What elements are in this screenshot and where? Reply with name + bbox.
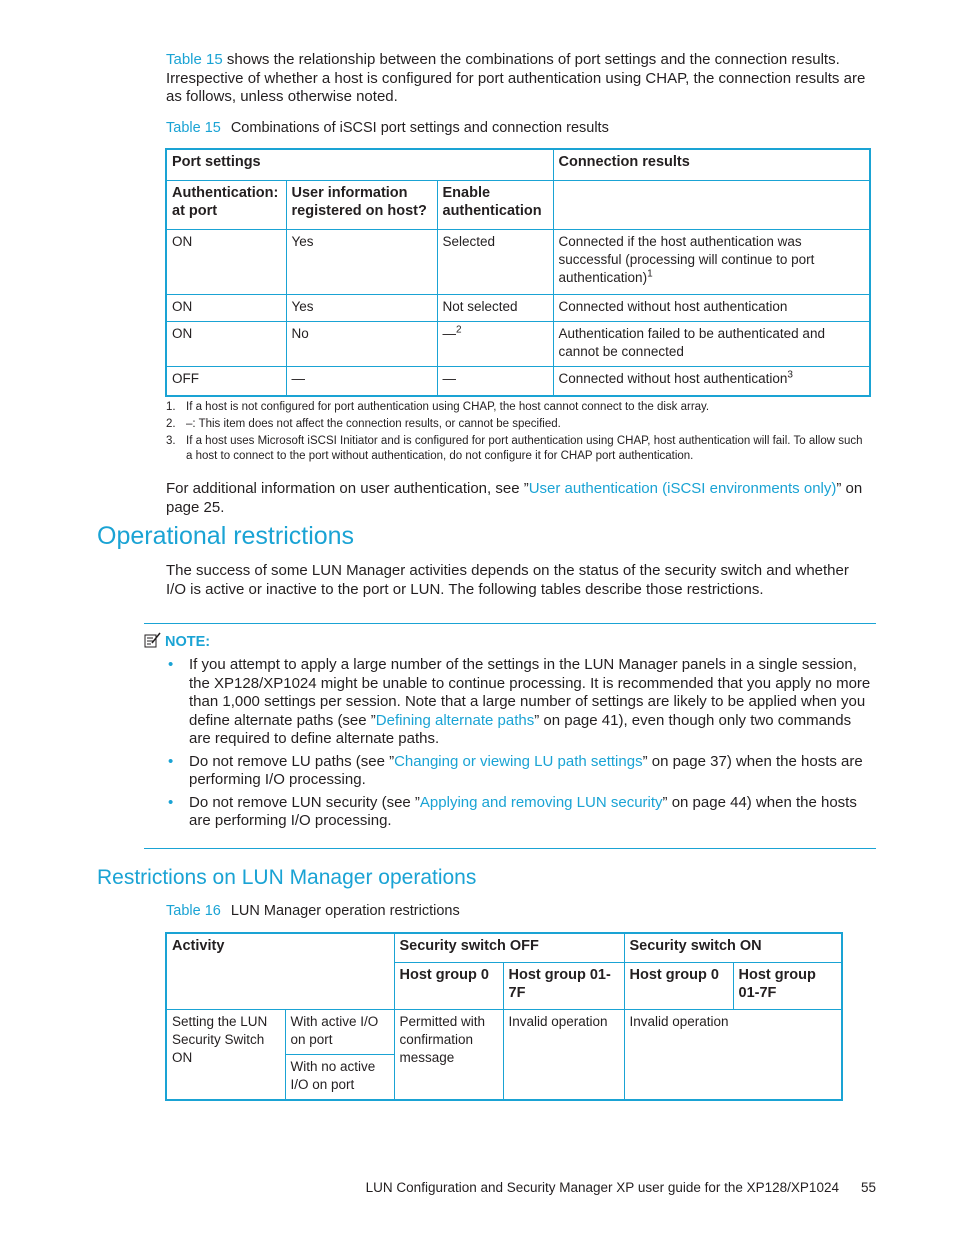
table-16 [165, 932, 843, 1101]
section-heading-restrictions-on-lun-manager: Restrictions on LUN Manager operations [97, 866, 477, 889]
section-heading-operational-restrictions: Operational restrictions [97, 522, 355, 550]
footnote-ref: 3 [787, 369, 793, 381]
cell-enable: — [437, 367, 553, 397]
section-1-body: The success of some LUN Manager activities depends on the status of the security switch and whether I/O is active or inactive to the port or LUN. The following tables describe those restrictions. [166, 562, 849, 598]
footnote-text: If a host is not configured for port authentication using CHAP, the host cannot connect to the disk array. [186, 401, 710, 413]
footnote-number: 1. [166, 401, 176, 413]
lu-path-settings-link[interactable]: Changing or viewing LU path settings [394, 752, 643, 770]
page-footer [366, 1180, 876, 1195]
note-item-text: ” on page 41), even though only two commands are required to define alternate paths. [189, 711, 852, 747]
cell-auth: OFF [166, 367, 286, 397]
footnote-1 [166, 400, 872, 415]
footnote-text: If a host uses Microsoft iSCSI Initiator and is configured for port authentication using CHAP, host authentication will fail. To allow such a host to connect to the port without authentication, do not configure it for CHAP port authentication. [186, 435, 863, 462]
table-row [166, 1010, 842, 1055]
table-15-label: Table 15 [166, 120, 221, 136]
table-15-link[interactable]: Table 15 [166, 51, 223, 68]
cell-on-all: Invalid operation [624, 1010, 842, 1101]
table-row [166, 367, 870, 397]
table-row [166, 230, 870, 295]
cell-off-host-group-0: Permitted with confirmation message [394, 1010, 503, 1101]
table-row [166, 295, 870, 322]
footnote-number: 2. [166, 418, 176, 430]
intro-paragraph [166, 51, 872, 107]
header-connection-results: Connection results [553, 149, 870, 181]
note-item-text: ” on page 37) when the hosts are performing I/O processing. [189, 752, 863, 788]
defining-alternate-paths-link[interactable]: Defining alternate paths [375, 711, 535, 729]
list-item [166, 753, 872, 790]
cell-enable-text: — [442, 326, 456, 341]
list-item [166, 794, 872, 831]
cell-result-text: Connected without host authentication [558, 371, 788, 386]
note-item-text: If you attempt to apply a large number of the settings in the LUN Manager panels in a single session, the XP128/XP1024 might be unable to continue processing. It is recommended that you apply no more than 1,000 settings per session. Note that a large number of settings are likely to be applied when you define alternate paths (see ” [189, 656, 871, 729]
header-user-information: User information registered on host? [286, 181, 437, 230]
note-item-text: Do not remove LU paths (see ” [189, 752, 395, 770]
header-activity: Activity [166, 933, 394, 1010]
table-15-title: Combinations of iSCSI port settings and connection results [230, 120, 609, 136]
additional-info-paragraph [166, 480, 872, 517]
table-16-caption [166, 903, 460, 919]
cell-user: Yes [286, 295, 437, 322]
header-off-host-group-0: Host group 0 [394, 963, 503, 1010]
footnote-text: –: This item does not affect the connection results, or cannot be specified. [186, 418, 561, 430]
cell-with-active-io: With active I/O on port [285, 1010, 394, 1055]
bullet-icon: • [168, 752, 174, 770]
table-header-row [166, 149, 870, 181]
table-16-label: Table 16 [166, 903, 221, 919]
table-15 [165, 148, 871, 397]
cell-result [553, 230, 870, 295]
note-item-text: ” on page 44) when the hosts are performing I/O processing. [189, 793, 857, 829]
bullet-icon: • [168, 656, 174, 673]
intro-text: shows the relationship between the combinations of port settings and the connection results. Irrespective of whether a host is configured for port authentication using CHAP, the connection results are as follows, unless otherwise noted. [166, 51, 866, 105]
cell-enable [437, 322, 553, 367]
header-enable-authentication: Enable authentication [437, 181, 553, 230]
note-heading [144, 632, 210, 652]
user-authentication-link[interactable]: User authentication (iSCSI environments only) [528, 480, 837, 497]
cell-auth: ON [166, 295, 286, 322]
cell-off-host-group-01-7f: Invalid operation [503, 1010, 624, 1101]
note-bottom-rule [144, 848, 876, 849]
additional-pre: For additional information on user authentication, see ” [166, 480, 529, 497]
header-port-settings: Port settings [166, 149, 553, 181]
cell-user: — [286, 367, 437, 397]
footnote-ref: 2 [456, 324, 462, 336]
cell-enable: Selected [437, 230, 553, 295]
list-item [166, 656, 872, 749]
cell-result [553, 367, 870, 397]
header-on-host-group-0: Host group 0 [624, 963, 733, 1010]
header-on-host-group-01-7f: Host group 01-7F [733, 963, 842, 1010]
header-empty-cell [553, 181, 870, 230]
table-15-caption [166, 120, 609, 136]
note-label: NOTE: [165, 634, 211, 650]
table-header-row [166, 933, 842, 963]
note-icon [144, 632, 161, 652]
table-16-title: LUN Manager operation restrictions [230, 903, 460, 919]
table-row [166, 322, 870, 367]
bullet-icon: • [168, 793, 174, 811]
additional-post: ” on page 25. [166, 480, 863, 516]
cell-activity: Setting the LUN Security Switch ON [166, 1010, 285, 1101]
footnote-3 [166, 434, 872, 463]
table-subheader-row [166, 181, 870, 230]
footnote-number: 3. [166, 435, 176, 447]
header-authentication-at-port: Authentication: at port [166, 181, 286, 230]
page-number: 55 [860, 1180, 876, 1195]
cell-enable: Not selected [437, 295, 553, 322]
cell-user: No [286, 322, 437, 367]
header-security-switch-on: Security switch ON [624, 933, 842, 963]
footnote-ref: 1 [647, 268, 653, 280]
footer-title: LUN Configuration and Security Manager XP user guide for the XP128/XP1024 [365, 1180, 839, 1195]
note-top-rule [144, 623, 876, 624]
note-list [166, 656, 872, 835]
cell-result-text: Connected if the host authentication was successful (processing will continue to port authentication) [558, 234, 815, 285]
lun-security-link[interactable]: Applying and removing LUN security [419, 793, 663, 811]
footnote-2 [166, 417, 872, 432]
cell-result: Authentication failed to be authenticated and cannot be connected [553, 322, 870, 367]
cell-result: Connected without host authentication [553, 295, 870, 322]
note-item-text: Do not remove LUN security (see ” [189, 793, 420, 811]
cell-auth: ON [166, 322, 286, 367]
header-security-switch-off: Security switch OFF [394, 933, 624, 963]
cell-user: Yes [286, 230, 437, 295]
cell-auth: ON [166, 230, 286, 295]
header-off-host-group-01-7f: Host group 01-7F [503, 963, 624, 1010]
cell-with-no-active-io: With no active I/O on port [285, 1055, 394, 1101]
